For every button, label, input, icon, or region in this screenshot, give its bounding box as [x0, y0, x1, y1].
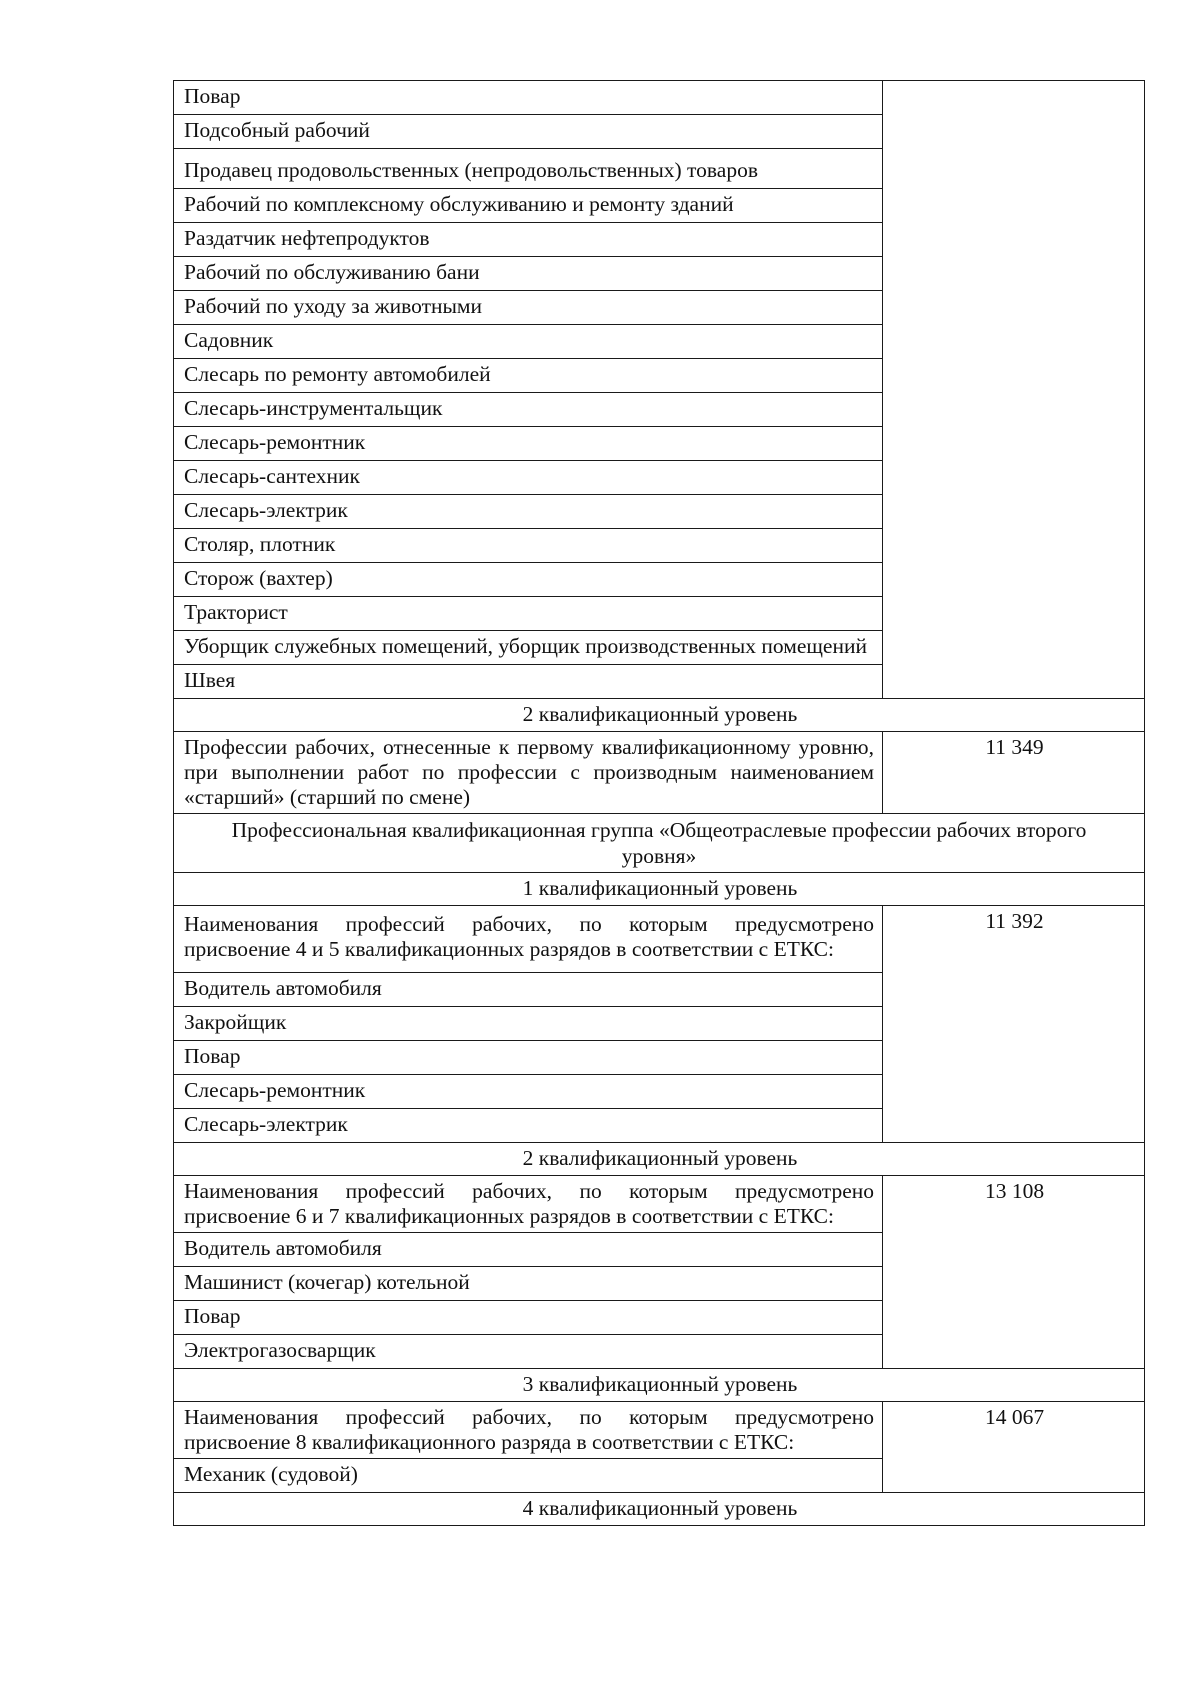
- profession-cell: Повар: [174, 1301, 883, 1335]
- profession-cell: Повар: [174, 1041, 883, 1075]
- profession-cell: Машинист (кочегар) котельной: [174, 1267, 883, 1301]
- profession-cell: Механик (судовой): [174, 1459, 883, 1493]
- profession-cell: Рабочий по уходу за животными: [174, 291, 883, 325]
- table-row: [174, 1143, 1145, 1176]
- table-row: [174, 873, 1145, 906]
- table-row: [174, 906, 1145, 973]
- profession-cell: Швея: [174, 665, 883, 699]
- table-row: [174, 1493, 1145, 1526]
- profession-cell: Повар: [174, 81, 883, 115]
- profession-cell: Подсобный рабочий: [174, 115, 883, 149]
- level-description: Наименования профессий рабочих, по которым предусмотрено присвоение 6 и 7 квалификационных разрядов в соответствии с ЕТКС:: [174, 1176, 883, 1233]
- value-cell-empty: [883, 81, 1145, 699]
- profession-cell: Уборщик служебных помещений, уборщик производственных помещений: [174, 631, 883, 665]
- profession-cell: Слесарь-сантехник: [174, 461, 883, 495]
- profession-cell: Продавец продовольственных (непродовольственных) товаров: [174, 149, 883, 189]
- profession-cell: Столяр, плотник: [174, 529, 883, 563]
- salary-table: [173, 80, 1145, 1526]
- table-row: [174, 81, 1145, 115]
- table-row: [174, 814, 1145, 873]
- profession-cell: Слесарь-ремонтник: [174, 1075, 883, 1109]
- profession-cell: Садовник: [174, 325, 883, 359]
- table-row: [174, 732, 1145, 814]
- profession-cell: Слесарь-инструментальщик: [174, 393, 883, 427]
- level-heading: 4 квалификационный уровень: [174, 1493, 1145, 1526]
- level-heading: 1 квалификационный уровень: [174, 873, 1145, 906]
- level-description: Профессии рабочих, отнесенные к первому квалификационному уровню, при выполнении работ по профессии с производным наименованием «старший» (старший по смене): [174, 732, 883, 814]
- profession-cell: Рабочий по обслуживанию бани: [174, 257, 883, 291]
- profession-cell: Сторож (вахтер): [174, 563, 883, 597]
- salary-value: 11 349: [883, 732, 1145, 814]
- table-row: [174, 1176, 1145, 1233]
- table-row: [174, 1402, 1145, 1459]
- profession-cell: Водитель автомобиля: [174, 973, 883, 1007]
- profession-cell: Электрогазосварщик: [174, 1335, 883, 1369]
- table-row: [174, 699, 1145, 732]
- profession-cell: Слесарь по ремонту автомобилей: [174, 359, 883, 393]
- level-heading: 3 квалификационный уровень: [174, 1369, 1145, 1402]
- level-description: Наименования профессий рабочих, по которым предусмотрено присвоение 8 квалификационного разряда в соответствии с ЕТКС:: [174, 1402, 883, 1459]
- profession-cell: Раздатчик нефтепродуктов: [174, 223, 883, 257]
- profession-cell: Слесарь-электрик: [174, 1109, 883, 1143]
- profession-cell: Тракторист: [174, 597, 883, 631]
- profession-cell: Слесарь-электрик: [174, 495, 883, 529]
- salary-value: 13 108: [883, 1176, 1145, 1369]
- group-heading: Профессиональная квалификационная группа «Общеотраслевые профессии рабочих второго уровня»: [174, 814, 1145, 873]
- profession-cell: Рабочий по комплексному обслуживанию и ремонту зданий: [174, 189, 883, 223]
- salary-value: 14 067: [883, 1402, 1145, 1493]
- level-heading: 2 квалификационный уровень: [174, 1143, 1145, 1176]
- salary-value: 11 392: [883, 906, 1145, 1143]
- profession-cell: Слесарь-ремонтник: [174, 427, 883, 461]
- level-heading: 2 квалификационный уровень: [174, 699, 1145, 732]
- table-row: [174, 1369, 1145, 1402]
- level-description: Наименования профессий рабочих, по которым предусмотрено присвоение 4 и 5 квалификационных разрядов в соответствии с ЕТКС:: [174, 906, 883, 973]
- profession-cell: Водитель автомобиля: [174, 1233, 883, 1267]
- profession-cell: Закройщик: [174, 1007, 883, 1041]
